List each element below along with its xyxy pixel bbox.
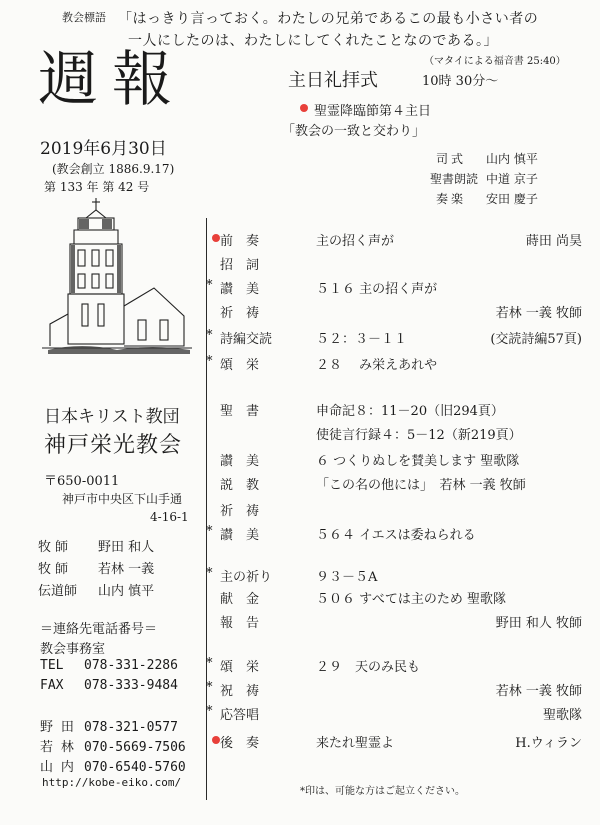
- duty-role: 司式: [436, 152, 467, 166]
- volume-number: 第 133 年 第 42 号: [44, 180, 150, 194]
- staff-row: [38, 536, 154, 555]
- masthead-title: 週報: [38, 45, 186, 115]
- worship-item-content: ５０６ すべては主のため 聖歌隊: [316, 592, 507, 607]
- duty-row: [436, 190, 538, 207]
- worship-item-label: 頌 栄: [220, 358, 260, 373]
- duty-row: [430, 170, 538, 187]
- phone-row: [40, 716, 178, 735]
- church-name: 神戸栄光教会: [44, 433, 183, 458]
- motto-source: （マタイによる福音書 25:40）: [424, 56, 566, 67]
- bulletin-date: 2019年6月30日: [40, 139, 167, 159]
- staff-row: [38, 558, 154, 577]
- denomination-name: 日本キリスト教団: [44, 407, 180, 427]
- highlight-dot-icon: [212, 736, 220, 744]
- phone-number: 078-333-9484: [84, 678, 178, 693]
- phone-number: 070-5669-7506: [84, 740, 186, 755]
- phone-row: [40, 658, 178, 673]
- worship-item-content: ２８ み栄えあれや: [316, 358, 438, 373]
- highlight-dot-icon: [300, 104, 308, 112]
- worship-item-leader: 聖歌隊: [542, 708, 582, 723]
- worship-item-content: 「この名の他には」 若林 一義 牧師: [316, 478, 526, 493]
- worship-item-content: ２９ 天のみ民も: [316, 660, 421, 675]
- worship-item-row: [206, 474, 596, 494]
- worship-item-leader: 野田 和人 牧師: [495, 616, 582, 631]
- worship-item-content: ５１６ 主の招く声が: [316, 282, 438, 297]
- worship-item-label: 応答唱: [220, 708, 260, 723]
- standing-note: *印は、可能な方はご起立ください。: [300, 786, 465, 797]
- worship-item-row: [206, 354, 596, 374]
- worship-item-label: 献 金: [220, 592, 260, 607]
- phone-row: [40, 756, 186, 775]
- worship-item-content: ５６４ イエスは委ねられる: [316, 528, 476, 543]
- worship-item-row: [206, 450, 596, 470]
- worship-item-row: [206, 278, 596, 298]
- worship-item-row: [206, 500, 596, 520]
- worship-item-row: [206, 400, 596, 420]
- staff-role: 伝道師: [38, 584, 78, 599]
- worship-item-leader: 若林 一義 牧師: [495, 306, 582, 321]
- worship-item-label: 聖 書: [220, 404, 260, 419]
- founded-note: (教会創立 1886.9.17): [52, 162, 175, 176]
- postal-code: 〒650-0011: [44, 474, 120, 489]
- worship-item-leader: 蒔田 尚昊: [525, 234, 582, 249]
- staff-role: 牧師: [38, 562, 73, 577]
- worship-item-row: [206, 254, 596, 274]
- highlight-dot-icon: [212, 234, 220, 242]
- stand-marker: *: [206, 704, 213, 719]
- church-tower-illustration: [42, 196, 192, 354]
- worship-item-label: 招 詞: [220, 258, 260, 273]
- worship-item-leader: (交読詩編57頁): [490, 332, 582, 347]
- staff-row: [38, 580, 154, 599]
- phone-label: 山 内: [40, 760, 74, 775]
- worship-item-label: 祈 祷: [220, 306, 260, 321]
- staff-name: 山内 慎平: [98, 584, 155, 599]
- worship-item-label: 主の祈り: [220, 570, 273, 585]
- staff-role: 牧師: [38, 540, 73, 555]
- worship-item-label: 讃 美: [220, 528, 260, 543]
- worship-item-label: 前 奏: [220, 234, 260, 249]
- worship-item-label: 頌 栄: [220, 660, 260, 675]
- phone-number: 070-6540-5760: [84, 760, 186, 775]
- motto-line-2: 一人にしたのは、わたしにしてくれたことなのである。」: [128, 33, 498, 49]
- address-line-1: 神戸市中央区下山手通: [62, 492, 183, 506]
- worship-item-content: 申命記８：11－20（旧294頁）: [316, 404, 504, 419]
- worship-item-label: 讃 美: [220, 282, 260, 297]
- church-office-label: 教会事務室: [40, 642, 106, 657]
- phone-label: 若 林: [40, 740, 74, 755]
- phone-number: 078-321-0577: [84, 720, 178, 735]
- worship-item-content: ９３－５A: [316, 570, 378, 585]
- duty-role: 聖書朗読: [430, 172, 479, 186]
- stand-marker: *: [206, 354, 213, 369]
- staff-name: 若林 一義: [98, 562, 155, 577]
- worship-item-label: 説 教: [220, 478, 260, 493]
- worship-item-row: [206, 566, 596, 586]
- worship-item-label: 報 告: [220, 616, 260, 631]
- worship-item-leader: 若林 一義 牧師: [495, 684, 582, 699]
- address-line-2: 4-16-1: [150, 510, 189, 524]
- stand-marker: *: [206, 656, 213, 671]
- worship-item-leader: H.ウィラン: [515, 736, 582, 751]
- worship-item-label: 詩編交読: [220, 332, 273, 347]
- worship-item-row: [206, 328, 596, 348]
- worship-item-row: [206, 302, 596, 322]
- worship-item-content: ６ つくりぬしを賛美します 聖歌隊: [316, 454, 520, 469]
- phone-label: 野 田: [40, 720, 74, 735]
- worship-item-content: ５２：３－１１: [316, 332, 408, 347]
- service-time: 10時 30分～: [422, 74, 499, 89]
- phone-row: [40, 736, 186, 755]
- website-link[interactable]: http://kobe-eiko.com/: [42, 776, 182, 789]
- motto-line-1: 「はっきり言っておく。わたしの兄弟であるこの最も小さい者の: [118, 11, 539, 27]
- worship-item-content: 主の招く声が: [316, 234, 395, 249]
- worship-item-row: [206, 704, 596, 724]
- phone-label: TEL: [40, 658, 64, 673]
- service-title: 主日礼拝式: [288, 70, 378, 91]
- duty-name: 安田 慶子: [486, 192, 538, 206]
- liturgical-sunday: 聖霊降臨節第４主日: [314, 104, 432, 119]
- stand-marker: *: [206, 680, 213, 695]
- worship-item-label: 祝 祷: [220, 684, 260, 699]
- worship-item-label: 讃 美: [220, 454, 260, 469]
- worship-item-content: 使徒言行録４：5－12（新219頁）: [316, 428, 522, 443]
- phone-row: [40, 678, 178, 693]
- contact-heading: ＝連絡先電話番号＝: [40, 622, 158, 637]
- duty-name: 山内 慎平: [486, 152, 538, 166]
- worship-item-label: 祈 祷: [220, 504, 260, 519]
- worship-item-content: 来たれ聖霊よ: [316, 736, 395, 751]
- duty-name: 中道 京子: [486, 172, 538, 186]
- motto-label: 教会標語: [62, 11, 106, 24]
- worship-item-row: [206, 230, 596, 250]
- stand-marker: *: [206, 524, 213, 539]
- phone-number: 078-331-2286: [84, 658, 178, 673]
- sermon-theme: 「教会の一致と交わり」: [282, 124, 426, 139]
- worship-item-row: [206, 524, 596, 544]
- worship-item-label: 後 奏: [220, 736, 260, 751]
- worship-item-row: [206, 424, 596, 444]
- staff-name: 野田 和人: [98, 540, 155, 555]
- stand-marker: *: [206, 278, 213, 293]
- phone-label: FAX: [40, 678, 64, 693]
- duty-row: [436, 150, 538, 167]
- worship-item-row: [206, 680, 596, 700]
- worship-item-row: [206, 656, 596, 676]
- stand-marker: *: [206, 328, 213, 343]
- stand-marker: *: [206, 566, 213, 581]
- worship-item-row: [206, 588, 596, 608]
- worship-item-row: [206, 732, 596, 752]
- duty-role: 奏楽: [436, 192, 467, 206]
- worship-item-row: [206, 612, 596, 632]
